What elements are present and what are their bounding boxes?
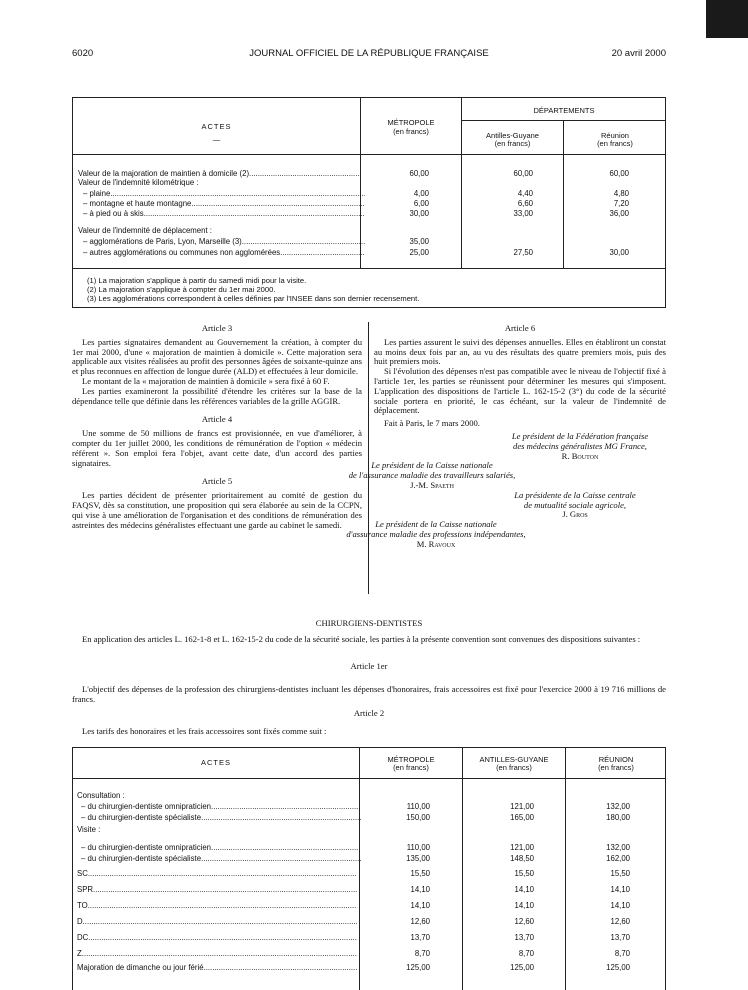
table-row: – agglomérations de Paris, Lyon, Marseille (3) ..... 35,00 — [73, 237, 667, 246]
table-row: Valeur de l'indemnité de déplacement : — [78, 226, 212, 235]
header-reunion-unit: (en francs) — [598, 763, 634, 772]
page-number: 6020 — [72, 48, 94, 59]
table-row: – du chirurgien-dentiste spécialiste ..... 135,00 148,50 162,00 — [73, 854, 667, 864]
header-metropole: MÉTROPOLE — [387, 118, 435, 127]
header-reunion: Réunion — [601, 131, 629, 140]
article-4-heading: Article 4 — [201, 414, 233, 425]
table-row: D ..... 12,60 12,60 12,60 — [73, 917, 667, 927]
issue-date: 20 avril 2000 — [611, 48, 666, 59]
allowances-table — [72, 97, 666, 308]
article-3-heading: Article 3 — [201, 323, 233, 333]
article-3-paragraph-3: Les parties examineront la possibilité d'étendre les critères sur la base de la dépendance telle que définie dans les références variables de la grille AGGIR. — [72, 385, 362, 406]
table-row: Z ..... 8,70 8,70 8,70 — [73, 949, 667, 959]
table-row: Majoration de dimanche ou jour férié ..... 125,00 125,00 125,00 — [73, 963, 667, 973]
table-row: SC ..... 15,50 15,50 15,50 — [73, 869, 667, 879]
article-6-heading: Article 6 — [504, 323, 536, 333]
running-head — [72, 48, 666, 62]
table-row: DC ..... 13,70 13,70 13,70 — [73, 933, 667, 943]
signature-block-4: Le président de la Caisse nationale d'assurance maladie des professions indépendantes, M. Ravoux — [346, 519, 526, 549]
table-row: – à pied ou à skis ..... 30,00 33,00 36,00 — [73, 209, 667, 218]
column-divider — [368, 322, 369, 594]
table-row: – plaine ..... 4,00 4,40 4,80 — [73, 189, 667, 198]
right-column — [346, 323, 666, 550]
table-row: Consultation : — [77, 791, 125, 800]
table-row: – montagne et haute montagne ..... 6,00 6,60 7,20 — [73, 199, 667, 208]
article-3-paragraph-1: Les parties signataires demandent au Gouvernement la création, à compter du 1er mai 2000, d'une « majoration de maintien à domicile ». Cette majoration sera applicable aux visites réalisées au profit des personnes âgées de soixante-quinze ans et plus reconnues en affection de longue durée (ALD) et effectuées à leur domicile. — [72, 336, 362, 377]
table-row: – du chirurgien-dentiste spécialiste ..... 150,00 165,00 180,00 — [73, 813, 667, 823]
header-reunion-unit: (en francs) — [597, 139, 633, 148]
left-column — [72, 324, 362, 530]
header-metropole-unit: (en francs) — [393, 127, 429, 136]
article-2-body: Les tarifs des honoraires et les frais accessoires sont fixés comme suit : — [82, 726, 327, 736]
header-antilles: Antilles-Guyane — [486, 131, 539, 140]
fees-table — [72, 747, 666, 990]
table-row: Valeur de la majoration de maintien à domicile (2) ..... 60,00 60,00 60,00 — [73, 169, 667, 178]
header-antilles-unit: (en francs) — [494, 139, 531, 148]
article-1-heading: Article 1er — [350, 661, 388, 671]
section-title: CHIRURGIENS-DENTISTES — [315, 618, 423, 628]
table-row: TO ..... 14,10 14,10 14,10 — [73, 901, 667, 911]
header-departements: DÉPARTEMENTS — [533, 106, 595, 115]
place-date: Fait à Paris, le 7 mars 2000. — [384, 418, 480, 429]
signature-block-2: Le président de la Caisse nationale de l'assurance maladie des travailleurs salariés, J.-M. Spaeth — [348, 460, 516, 490]
article-2-heading: Article 2 — [353, 708, 385, 718]
section-intro: En application des articles L. 162-1-8 et L. 162-15-2 du code de la sécurité sociale, les parties à la présente convention sont convenues des dispositions suivantes : — [82, 634, 641, 644]
header-metropole: MÉTROPOLE — [387, 755, 435, 764]
header-antilles: ANTILLES-GUYANE — [479, 755, 549, 764]
table-row: – autres agglomérations ou communes non agglomérées ..... 25,00 27,50 30,00 — [73, 248, 667, 257]
journal-title: JOURNAL OFFICIEL DE LA RÉPUBLIQUE FRANÇAISE — [249, 48, 489, 59]
header-reunion: RÉUNION — [598, 755, 634, 764]
table-row: Valeur de l'indemnité kilométrique : — [78, 178, 199, 187]
article-5-heading: Article 5 — [201, 476, 233, 487]
page-corner-mark — [706, 0, 748, 38]
article-6-paragraph-1: Les parties assurent le suivi des dépenses annuelles. Elles en établiront un constat au moins deux fois par an, au vu des résultats des quatre premiers mois, puis des huit premiers mois. — [374, 336, 666, 367]
table-row: Visite : — [77, 825, 101, 834]
article-6-paragraph-2: Si l'évolution des dépenses n'est pas compatible avec le niveau de l'objectif fixé à l'article 1er, les parties se réunissent pour déterminer les mesures qui s'imposent. L'application des dispositions de l'article L. 162-15-2 (3°) du code de la sécurité sociale portera en priorité, le cas échéant, sur la valeur de l'indemnité de déplacement. — [374, 366, 666, 416]
signature-block-3: La présidente de la Caisse centrale de mutualité sociale agricole, J. Gros — [514, 489, 636, 520]
article-3-paragraph-2: Le montant de la « majoration de maintien à domicile » sera fixé à 60 F. — [82, 375, 330, 386]
table-row: – du chirurgien-dentiste omnipraticien ..... 110,00 121,00 132,00 — [73, 843, 667, 853]
article-5-paragraph-1: Les parties décident de présenter prioritairement au comité de gestion du FAQSV, dès sa constitution, une proposition qui sera élaborée au sein de la CCPN, qui vise à une amélioration de l'organisation et des conditions de rémunération des astreintes des médecins généralistes effectuant une garde au cabinet le samedi. — [72, 490, 362, 530]
signature-block-1: Le président de la Fédération française des médecins généralistes MG France, R. Bouton — [511, 430, 649, 461]
header-actes: ACTES — [200, 758, 231, 767]
table-notes: (1) La majoration s'applique à partir du samedi midi pour la visite. (2) La majoration s'applique à compter du 1er mai 2000. (3) Les agglomérations correspondent à celles définies par l'INSEE dans son dernier recensement. — [87, 276, 420, 303]
header-antilles-unit: (en francs) — [496, 763, 532, 772]
article-4-paragraph-1: Une somme de 50 millions de francs est provisionnée, en vue d'améliorer, à compter du 1er juillet 2000, les conditions de rémunération de l'option « médecin référent ». Son emploi fera l'objet, avant cette date, d'un accord des parties signataires. — [72, 428, 362, 468]
header-metropole-unit: (en francs) — [393, 763, 429, 772]
table-row: – du chirurgien-dentiste omnipraticien ..... 110,00 121,00 132,00 — [73, 802, 667, 812]
header-actes: ACTES — [201, 122, 232, 131]
article-1-body: L'objectif des dépenses de la profession des chirurgiens-dentistes incluant les dépenses d'honoraires, frais accessoires est fixé pour l'exercice 2000 à 19 716 millions de francs. — [72, 684, 666, 704]
table-row: SPR ..... 14,10 14,10 14,10 — [73, 885, 667, 895]
header-actes-dash: — — [212, 135, 221, 144]
